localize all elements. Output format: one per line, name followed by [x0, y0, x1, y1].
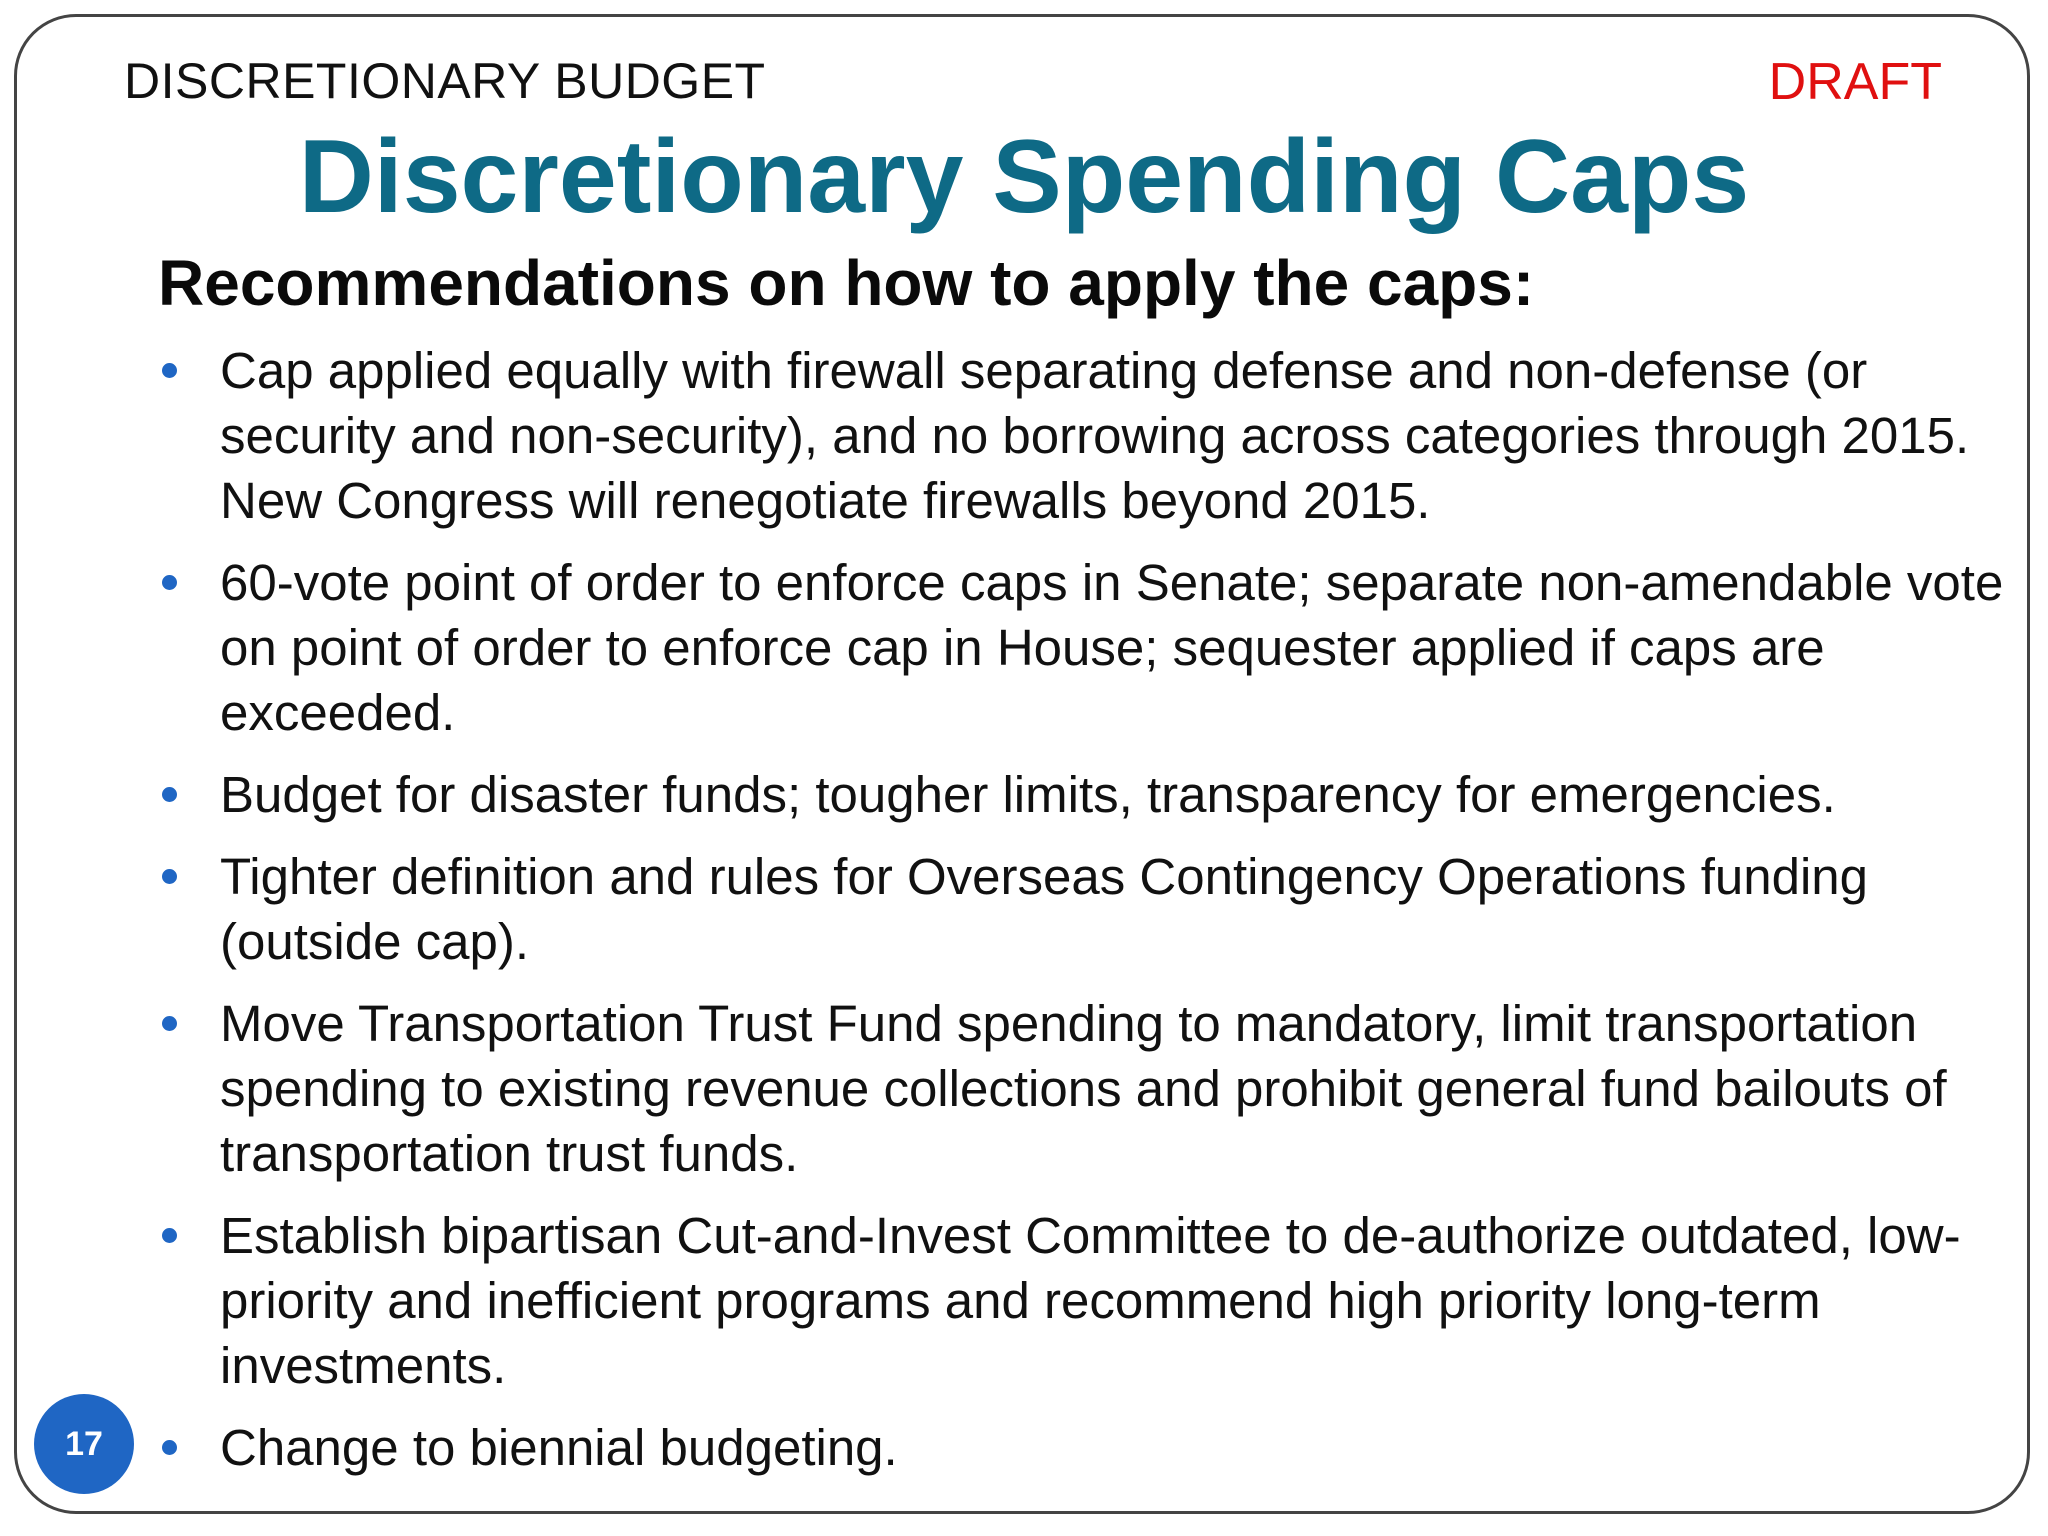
slide-subtitle: Recommendations on how to apply the caps: [158, 247, 1535, 319]
bullet-dot-icon [162, 363, 177, 378]
bullet-text: 60-vote point of order to enforce caps in Senate; separate non-amendable vote on point of order to enforce cap in House; sequester applied if caps are exceeded. [220, 554, 2004, 741]
bullet-text: Establish bipartisan Cut-and-Invest Committee to de-authorize outdated, low-priority and inefficient programs and recommend high priority long-term investments. [220, 1207, 1961, 1394]
draft-label: DRAFT [1768, 53, 1942, 111]
bullet-text: Tighter definition and rules for Overseas Contingency Operations funding (outside cap). [220, 848, 1869, 970]
bullet-item [158, 991, 2028, 1186]
bullet-list [158, 338, 2028, 1497]
bullet-dot-icon [162, 1440, 177, 1455]
slide-title: Discretionary Spending Caps [298, 119, 1750, 235]
bullet-item [158, 844, 2028, 974]
bullet-text: Budget for disaster funds; tougher limits, transparency for emergencies. [220, 766, 1836, 823]
bullet-text: Cap applied equally with firewall separating defense and non-defense (or security and non-security), and no borrowing across categories through 2015. New Congress will renegotiate firewalls beyond 2015. [220, 342, 1970, 529]
bullet-dot-icon [162, 575, 177, 590]
bullet-dot-icon [162, 787, 177, 802]
bullet-item [158, 1203, 2028, 1398]
bullet-text: Move Transportation Trust Fund spending to mandatory, limit transportation spending to existing revenue collections and prohibit general fund bailouts of transportation trust funds. [220, 995, 1947, 1182]
bullet-dot-icon [162, 1228, 177, 1243]
bullet-item [158, 762, 2028, 827]
bullet-dot-icon [162, 869, 177, 884]
bullet-item [158, 550, 2028, 745]
bullet-item [158, 1415, 2028, 1480]
bullet-text: Change to biennial budgeting. [220, 1419, 898, 1476]
page-number-badge: 17 [34, 1394, 134, 1494]
bullet-dot-icon [162, 1016, 177, 1031]
section-label: DISCRETIONARY BUDGET [124, 53, 766, 109]
bullet-item [158, 338, 2028, 533]
